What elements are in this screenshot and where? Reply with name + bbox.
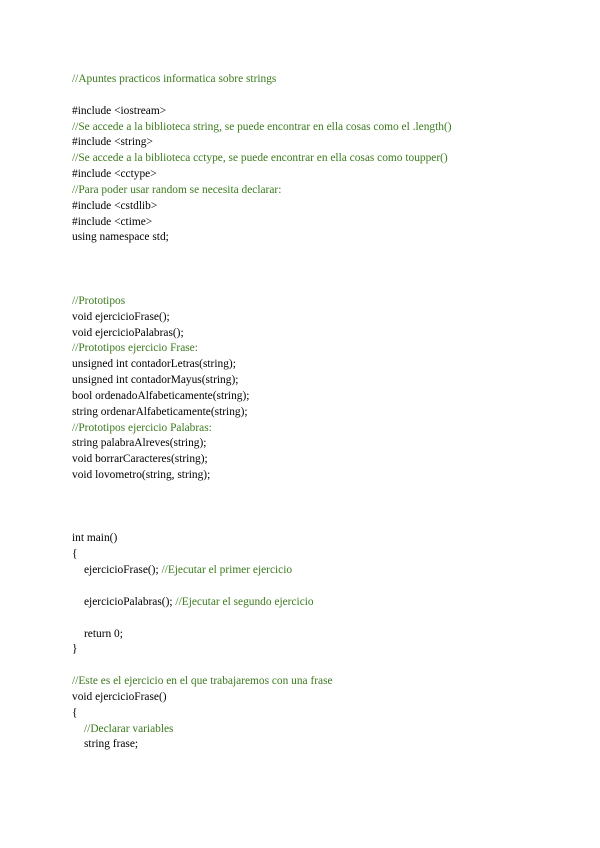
code-line bbox=[72, 104, 572, 120]
code-text: void ejercicioFrase() bbox=[72, 690, 167, 703]
code-text: string ordenarAlfabeticamente(string); bbox=[72, 405, 248, 418]
blank-line bbox=[72, 611, 572, 627]
code-line bbox=[72, 452, 572, 468]
code-comment-line: //Se accede a la biblioteca cctype, se puede encontrar en ella cosas como toupper() bbox=[72, 152, 448, 165]
code-line bbox=[72, 389, 572, 405]
code-text: ejercicioFrase(); bbox=[84, 564, 162, 577]
code-listing bbox=[72, 72, 572, 753]
code-line bbox=[72, 642, 572, 658]
code-line bbox=[72, 326, 572, 342]
code-text: return 0; bbox=[84, 627, 123, 640]
code-text: #include <string> bbox=[72, 136, 153, 149]
code-text: #include <ctime> bbox=[72, 215, 153, 228]
code-text: string frase; bbox=[84, 738, 139, 751]
code-line bbox=[72, 310, 572, 326]
code-text: void ejercicioPalabras(); bbox=[72, 326, 184, 339]
code-comment-line: //Prototipos ejercicio Frase: bbox=[72, 342, 198, 355]
code-line bbox=[72, 737, 572, 753]
code-text: { bbox=[72, 706, 78, 719]
blank-line bbox=[72, 579, 572, 595]
code-line bbox=[72, 373, 572, 389]
code-line bbox=[72, 690, 572, 706]
blank-line bbox=[72, 484, 572, 500]
code-comment-line: //Para poder usar random se necesita declarar: bbox=[72, 183, 282, 196]
code-text: int main() bbox=[72, 532, 118, 545]
blank-line bbox=[72, 500, 572, 516]
code-text: void lovometro(string, string); bbox=[72, 469, 211, 482]
inline-comment: //Ejecutar el segundo ejercicio bbox=[175, 595, 314, 608]
code-line bbox=[72, 595, 572, 611]
code-line bbox=[72, 436, 572, 452]
code-line bbox=[72, 627, 572, 643]
code-text: #include <iostream> bbox=[72, 104, 167, 117]
code-comment-line: //Prototipos ejercicio Palabras: bbox=[72, 421, 212, 434]
code-text: void ejercicioFrase(); bbox=[72, 310, 170, 323]
code-line bbox=[72, 405, 572, 421]
code-line bbox=[72, 135, 572, 151]
blank-line bbox=[72, 246, 572, 262]
blank-line bbox=[72, 658, 572, 674]
code-line bbox=[72, 215, 572, 231]
code-line bbox=[72, 563, 572, 579]
code-text: #include <cctype> bbox=[72, 168, 157, 181]
blank-line bbox=[72, 516, 572, 532]
inline-comment: //Ejecutar el primer ejercicio bbox=[161, 564, 293, 577]
code-text: } bbox=[72, 643, 78, 656]
code-text: string palabraAlreves(string); bbox=[72, 437, 207, 450]
code-comment-line: //Este es el ejercicio en el que trabajaremos con una frase bbox=[72, 675, 333, 688]
code-text: void borrarCaracteres(string); bbox=[72, 453, 208, 466]
code-line bbox=[72, 706, 572, 722]
code-text: bool ordenadoAlfabeticamente(string); bbox=[72, 389, 250, 402]
code-text: ejercicioPalabras(); bbox=[84, 595, 176, 608]
code-comment-line: //Apuntes practicos informatica sobre strings bbox=[72, 73, 277, 85]
code-line bbox=[72, 199, 572, 215]
code-line bbox=[72, 357, 572, 373]
code-text: using namespace std; bbox=[72, 231, 169, 244]
blank-line bbox=[72, 278, 572, 294]
code-line bbox=[72, 547, 572, 563]
code-line bbox=[72, 531, 572, 547]
code-comment-line: //Prototipos bbox=[72, 294, 126, 307]
code-line bbox=[72, 230, 572, 246]
blank-line bbox=[72, 88, 572, 104]
code-text: { bbox=[72, 548, 78, 561]
code-comment-line: //Declarar variables bbox=[84, 722, 174, 735]
code-text: #include <cstdlib> bbox=[72, 199, 158, 212]
blank-line bbox=[72, 262, 572, 278]
code-text: unsigned int contadorMayus(string); bbox=[72, 374, 239, 387]
code-line bbox=[72, 468, 572, 484]
code-line bbox=[72, 167, 572, 183]
code-comment-line: //Se accede a la biblioteca string, se puede encontrar en ella cosas como el .length() bbox=[72, 120, 452, 133]
code-text: unsigned int contadorLetras(string); bbox=[72, 358, 236, 371]
